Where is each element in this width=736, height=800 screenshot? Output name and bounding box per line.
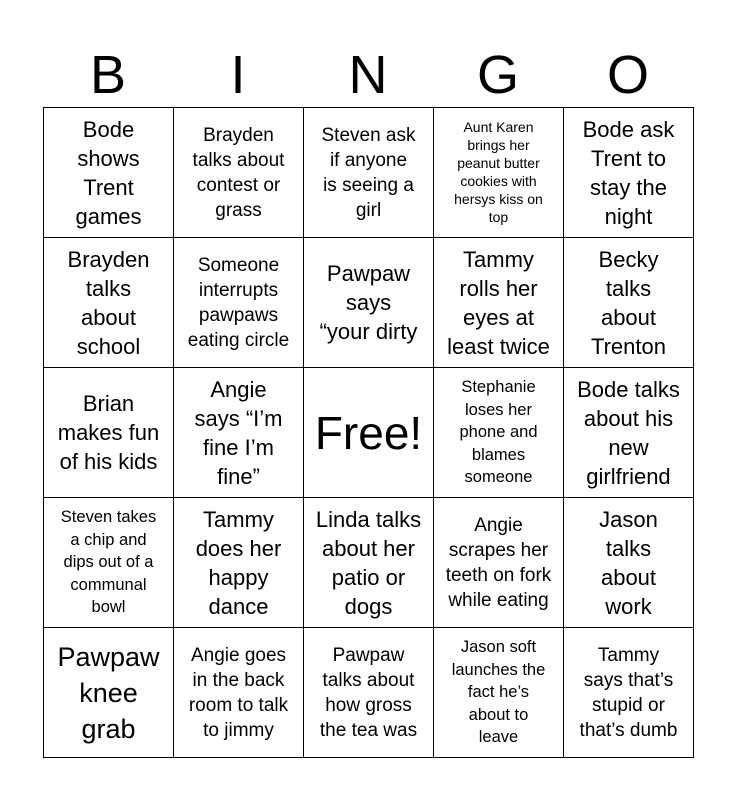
cell-line: grab: [81, 713, 136, 744]
cell-line: talks: [605, 275, 652, 301]
cell-line: interrupts: [198, 279, 279, 301]
cell-line: talks about: [322, 669, 415, 691]
cell-line: pawpaws: [198, 304, 279, 326]
cell-line: dogs: [344, 593, 393, 619]
cell-line: Bode ask: [582, 116, 675, 142]
bingo-cell-text: [58, 389, 160, 476]
cell-line: Steven ask: [321, 124, 416, 146]
cell-line: about: [600, 564, 657, 590]
cell-line: bowl: [91, 598, 126, 617]
bingo-cell[interactable]: [434, 108, 564, 238]
bingo-cell-text: [591, 245, 666, 361]
cell-line: Jason soft: [460, 638, 537, 657]
cell-line: patio or: [331, 564, 406, 590]
bingo-cell[interactable]: [44, 498, 174, 628]
cell-line: to jimmy: [203, 719, 274, 741]
cell-line: school: [76, 333, 141, 359]
cell-line: night: [604, 203, 653, 229]
cell-line: of his kids: [59, 449, 158, 474]
cell-line: hersys kiss on: [454, 191, 543, 207]
cell-line: Angie: [210, 376, 267, 402]
bingo-cell[interactable]: [304, 628, 434, 758]
header-letter-o: O: [606, 45, 649, 105]
cell-line: girl: [355, 199, 382, 221]
bingo-cell[interactable]: [434, 628, 564, 758]
bingo-cell[interactable]: [174, 498, 304, 628]
cell-line: Jason: [599, 506, 658, 532]
cell-line: Bode: [82, 116, 135, 142]
cell-line: is seeing a: [323, 174, 414, 196]
bingo-cell-text: [446, 513, 552, 613]
cell-line: says: [345, 290, 392, 315]
cell-line: Steven takes: [60, 508, 157, 527]
cell-line: about: [600, 304, 657, 330]
cell-line: Stephanie: [461, 378, 536, 397]
bingo-cell-text: [447, 245, 550, 361]
cell-line: phone and: [459, 423, 538, 442]
cell-line: a chip and: [70, 530, 147, 549]
bingo-cell-text: [193, 123, 285, 223]
cell-line: stupid or: [592, 694, 665, 716]
bingo-cell[interactable]: [564, 368, 694, 498]
bingo-cell-text: [460, 376, 538, 489]
cell-line: room to talk: [188, 694, 289, 716]
bingo-cell[interactable]: [564, 238, 694, 368]
cell-line: dance: [208, 593, 269, 619]
cell-line: fine”: [217, 463, 260, 489]
cell-line: Angie: [474, 514, 523, 536]
cell-line: Aunt Karen: [463, 119, 534, 135]
bingo-cell[interactable]: [174, 628, 304, 758]
cell-line: Trent to: [590, 145, 666, 171]
cell-line: Trent: [83, 174, 134, 200]
cell-line: teeth on fork: [445, 564, 552, 586]
cell-line: peanut butter: [457, 155, 540, 171]
cell-line: eating circle: [187, 329, 290, 351]
cell-line: talks: [605, 535, 652, 561]
bingo-cell-text: [316, 505, 421, 621]
bingo-cell[interactable]: [304, 498, 434, 628]
bingo-cell[interactable]: [434, 368, 564, 498]
cell-line: loses her: [465, 400, 532, 419]
bingo-cell[interactable]: [434, 238, 564, 368]
cell-line: games: [75, 203, 142, 229]
bingo-cell-text: [580, 643, 678, 743]
header-letter-n: N: [348, 45, 388, 105]
bingo-row: [44, 108, 694, 238]
cell-line: Pawpaw: [326, 261, 411, 286]
cell-line: says that’s: [583, 669, 674, 691]
cell-line: Free!: [314, 406, 423, 459]
bingo-cell-text: [315, 407, 422, 459]
bingo-row: [44, 498, 694, 628]
bingo-cell-text: [75, 115, 141, 231]
bingo-cell-text: [452, 636, 546, 749]
bingo-cell-text: [320, 643, 417, 743]
cell-line: someone: [464, 468, 533, 487]
cell-line: knee: [79, 677, 138, 708]
cell-line: Tammy: [203, 506, 274, 532]
bingo-cell[interactable]: [174, 368, 304, 498]
cell-line: Someone: [197, 254, 280, 276]
cell-line: the tea was: [319, 719, 418, 741]
bingo-cell[interactable]: [304, 238, 434, 368]
cell-line: brings her: [467, 137, 530, 153]
cell-line: grass: [215, 199, 262, 221]
cell-line: shows: [77, 145, 140, 171]
cell-line: Linda talks: [315, 506, 422, 532]
bingo-cell[interactable]: [44, 628, 174, 758]
bingo-cell-text: [320, 259, 418, 346]
bingo-cell[interactable]: [174, 108, 304, 238]
bingo-cell-text: [454, 118, 543, 226]
cell-line: Pawpaw: [332, 644, 405, 666]
header-letter-b: B: [89, 45, 127, 105]
cell-line: about his: [583, 405, 674, 431]
bingo-cell-text: [68, 245, 150, 361]
cell-line: eyes at: [463, 304, 534, 330]
header-letter-i: I: [230, 45, 246, 105]
cell-line: Bode talks: [577, 376, 680, 402]
bingo-cell[interactable]: [564, 498, 694, 628]
bingo-cell[interactable]: [174, 238, 304, 368]
cell-line: Brian: [82, 391, 135, 416]
bingo-cell-text: [577, 375, 680, 491]
cell-line: about to: [468, 705, 529, 724]
cell-line: girlfriend: [586, 463, 671, 489]
bingo-card-grid: [43, 107, 694, 758]
cell-line: if anyone: [329, 149, 408, 171]
cell-line: says “I’m: [194, 405, 283, 431]
cell-line: rolls her: [459, 275, 538, 301]
cell-line: leave: [478, 728, 519, 747]
bingo-cell[interactable]: [564, 628, 694, 758]
bingo-cell-text: [189, 643, 288, 743]
cell-line: about her: [322, 535, 415, 561]
cell-line: while eating: [448, 589, 549, 611]
bingo-cell[interactable]: [44, 238, 174, 368]
bingo-cell[interactable]: [44, 368, 174, 498]
bingo-cell-text: [61, 506, 156, 619]
cell-line: about: [80, 304, 137, 330]
bingo-cell[interactable]: [44, 108, 174, 238]
bingo-header: [43, 42, 693, 108]
cell-line: scrapes her: [448, 539, 549, 561]
cell-line: dips out of a: [63, 553, 154, 572]
cell-line: “your dirty: [319, 319, 418, 344]
cell-line: Brayden: [203, 124, 274, 146]
cell-line: Trenton: [590, 333, 666, 359]
bingo-cell[interactable]: [564, 108, 694, 238]
bingo-cell-text: [57, 639, 159, 747]
cell-line: top: [488, 209, 509, 225]
cell-line: Brayden: [67, 246, 150, 272]
cell-line: fact he’s: [467, 683, 530, 702]
bingo-row: [44, 238, 694, 368]
cell-line: new: [608, 434, 649, 460]
cell-line: talks: [85, 275, 132, 301]
free-space-cell[interactable]: [304, 368, 434, 498]
cell-line: work: [605, 593, 652, 619]
cell-line: communal: [70, 575, 147, 594]
bingo-cell-text: [196, 505, 282, 621]
cell-line: Tammy: [597, 644, 660, 666]
cell-line: does her: [195, 535, 282, 561]
cell-line: Tammy: [463, 246, 534, 272]
bingo-cell-text: [195, 375, 283, 491]
cell-line: talks about: [192, 149, 285, 171]
cell-line: in the back: [192, 669, 285, 691]
bingo-cell-text: [583, 115, 675, 231]
header-letter-g: G: [476, 45, 519, 105]
cell-line: blames: [471, 445, 526, 464]
bingo-cell-text: [188, 253, 289, 353]
bingo-row: [44, 628, 694, 758]
cell-line: cookies with: [460, 173, 537, 189]
cell-line: happy: [208, 564, 269, 590]
bingo-cell-text: [322, 123, 416, 223]
cell-line: launches the: [451, 660, 546, 679]
bingo-row: [44, 368, 694, 498]
bingo-cell-text: [599, 505, 658, 621]
cell-line: makes fun: [57, 420, 160, 445]
cell-line: how gross: [325, 694, 412, 716]
cell-line: Pawpaw: [57, 641, 160, 672]
cell-line: least twice: [447, 333, 550, 359]
cell-line: contest or: [196, 174, 281, 196]
bingo-cell[interactable]: [434, 498, 564, 628]
cell-line: stay the: [589, 174, 668, 200]
cell-line: Angie goes: [190, 644, 287, 666]
bingo-cell[interactable]: [304, 108, 434, 238]
cell-line: fine I’m: [203, 434, 274, 460]
cell-line: Becky: [598, 246, 659, 272]
cell-line: that’s dumb: [579, 719, 678, 741]
